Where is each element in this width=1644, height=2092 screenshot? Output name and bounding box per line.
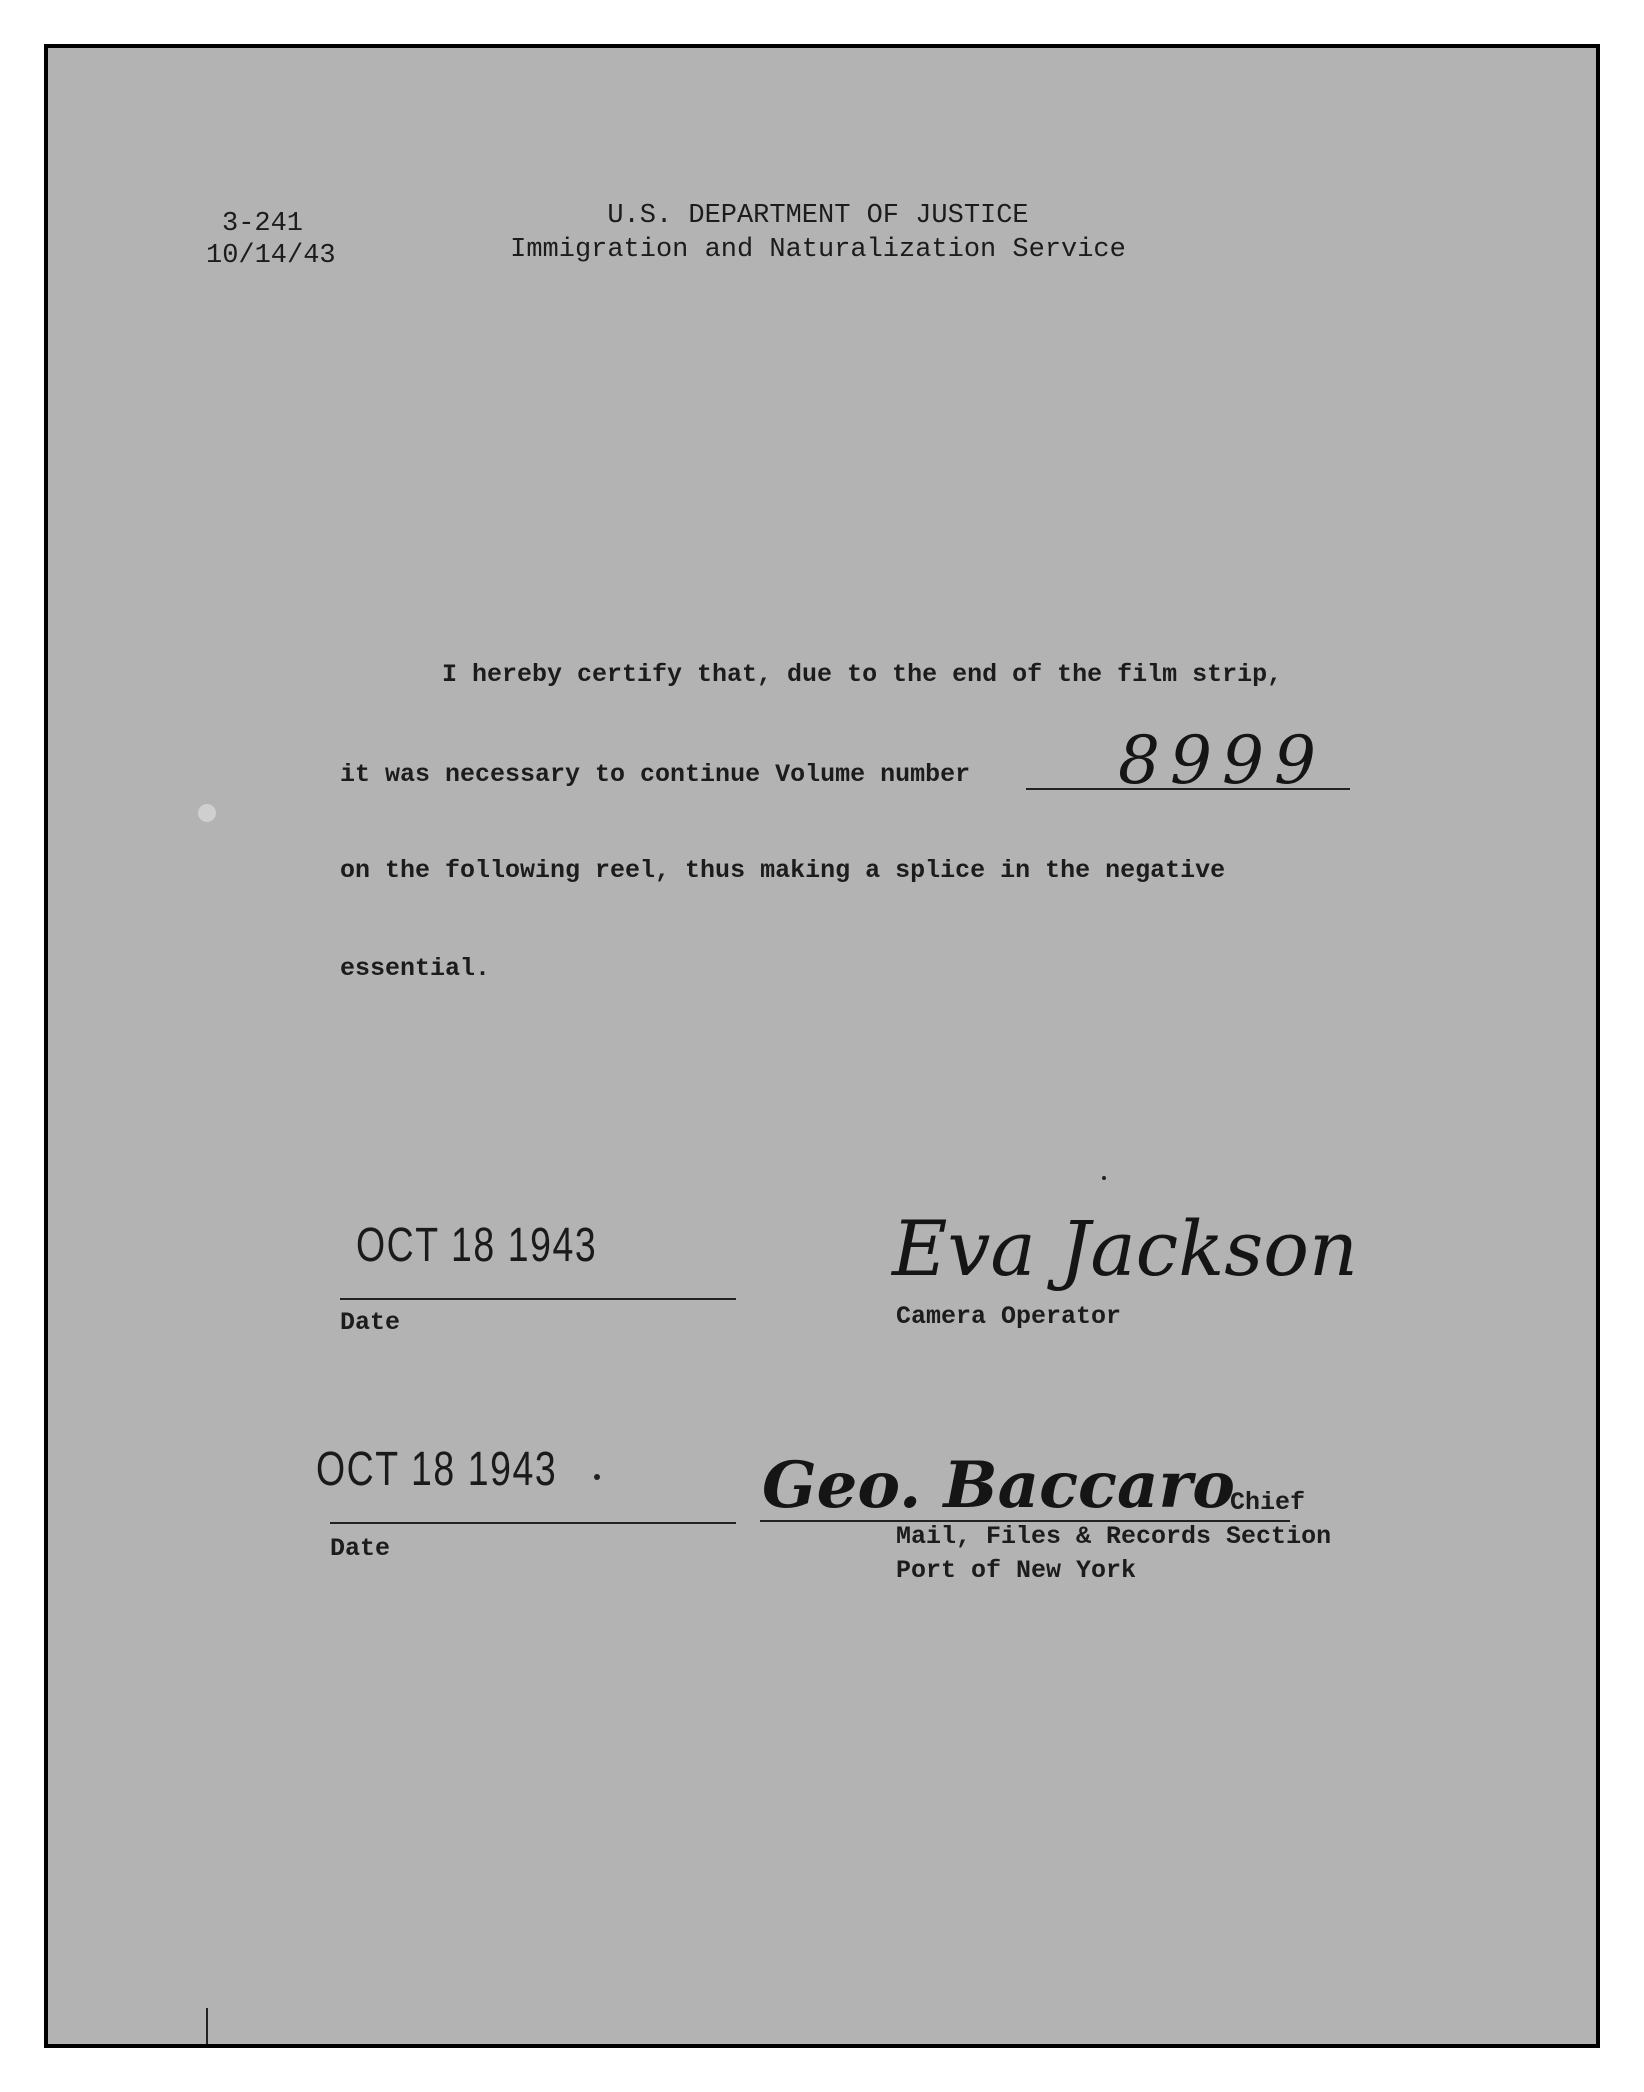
date-label-2: Date xyxy=(330,1534,391,1563)
document-page xyxy=(44,44,1600,2048)
camera-operator-signature: Eva Jackson xyxy=(892,1204,1358,1293)
edge-mark xyxy=(206,2008,210,2048)
scan-speck xyxy=(1102,1176,1106,1180)
date-stamp-1: OCT 18 1943 xyxy=(356,1219,598,1272)
chief-signature: Geo. Baccaro xyxy=(762,1448,1235,1523)
service-title: Immigration and Naturalization Service xyxy=(510,235,1126,265)
certification-line-2: it was necessary to continue Volume number xyxy=(340,760,971,789)
date-line-1 xyxy=(340,1298,736,1300)
date-line-2 xyxy=(330,1522,736,1524)
scan-speck xyxy=(594,1474,600,1480)
camera-operator-title: Camera Operator xyxy=(896,1302,1122,1331)
date-stamp-2: OCT 18 1943 xyxy=(316,1443,558,1496)
department-title: U.S. DEPARTMENT OF JUSTICE xyxy=(607,201,1029,231)
form-date: 10/14/43 xyxy=(206,241,336,271)
certification-line-1: I hereby certify that, due to the end of the film strip, xyxy=(442,660,1283,689)
scan-speck xyxy=(198,804,216,822)
certification-line-3: on the following reel, thus making a splice in the negative xyxy=(340,856,1226,885)
date-label-1: Date xyxy=(340,1308,401,1337)
port-title: Port of New York xyxy=(896,1556,1137,1585)
chief-title: Chief xyxy=(1230,1488,1306,1517)
volume-number-handwritten: 8999 xyxy=(1118,722,1326,799)
certification-line-4: essential. xyxy=(340,954,491,983)
form-number: 3-241 xyxy=(222,209,304,239)
section-title: Mail, Files & Records Section xyxy=(896,1522,1332,1551)
